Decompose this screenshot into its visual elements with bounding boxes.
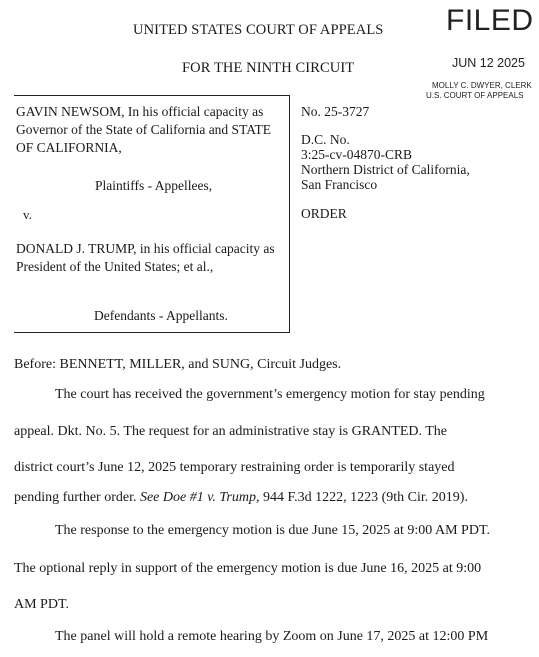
order-paragraph-line: appeal. Dkt. No. 5. The request for an administrative stay is GRANTED. The: [14, 424, 447, 439]
panel-judges-line: Before: BENNETT, MILLER, and SUNG, Circuit Judges.: [14, 357, 342, 372]
case-number: No. 25-3727: [301, 104, 370, 119]
circuit-name: FOR THE NINTH CIRCUIT: [182, 60, 355, 76]
order-paragraph-line: district court’s June 12, 2025 temporary restraining order is temporarily stayed: [14, 460, 455, 475]
defendants-role: Defendants - Appellants.: [94, 308, 228, 323]
reply-deadline-line: AM PDT.: [14, 597, 69, 612]
plaintiffs-names: GAVIN NEWSOM, In his official capacity as Governor of the State of California and STATE OF CALIFORNIA,: [16, 104, 271, 155]
filed-stamp-office: U.S. COURT OF APPEALS: [426, 91, 524, 100]
plaintiffs-role: Plaintiffs - Appellees,: [95, 178, 213, 193]
filed-stamp-clerk: MOLLY C. DWYER, CLERK: [432, 81, 532, 90]
defendants-names: DONALD J. TRUMP, in his official capacity as President of the United States; et al.,: [16, 241, 275, 274]
district-city: San Francisco: [301, 177, 378, 192]
response-deadline-line: The response to the emergency motion is due June 15, 2025 at 9:00 AM PDT.: [55, 523, 490, 538]
order-paragraph-line: The court has received the government’s emergency motion for stay pending: [55, 387, 485, 402]
court-name: UNITED STATES COURT OF APPEALS: [133, 22, 384, 38]
versus-label: v.: [23, 207, 32, 222]
hearing-notice-line: The panel will hold a remote hearing by Zoom on June 17, 2025 at 12:00 PM: [55, 629, 489, 644]
order-paragraph-line: [14, 490, 468, 506]
reply-deadline-line: The optional reply in support of the emergency motion is due June 16, 2025 at 9:00: [14, 561, 482, 576]
case-citation: See Doe #1 v. Trump: [139, 490, 256, 505]
document-type: ORDER: [301, 206, 347, 221]
district-court-label: D.C. No.: [301, 132, 350, 147]
district-court-number: 3:25-cv-04870-CRB: [301, 147, 412, 162]
filed-stamp-label: FILED: [446, 4, 534, 37]
citation-reporter: , 944 F.3d 1222, 1223 (9th Cir. 2019).: [255, 490, 468, 505]
filed-stamp-date: JUN 12 2025: [452, 56, 525, 70]
district-name: Northern District of California,: [301, 162, 470, 177]
citation-lead-text: pending further order.: [14, 490, 140, 505]
